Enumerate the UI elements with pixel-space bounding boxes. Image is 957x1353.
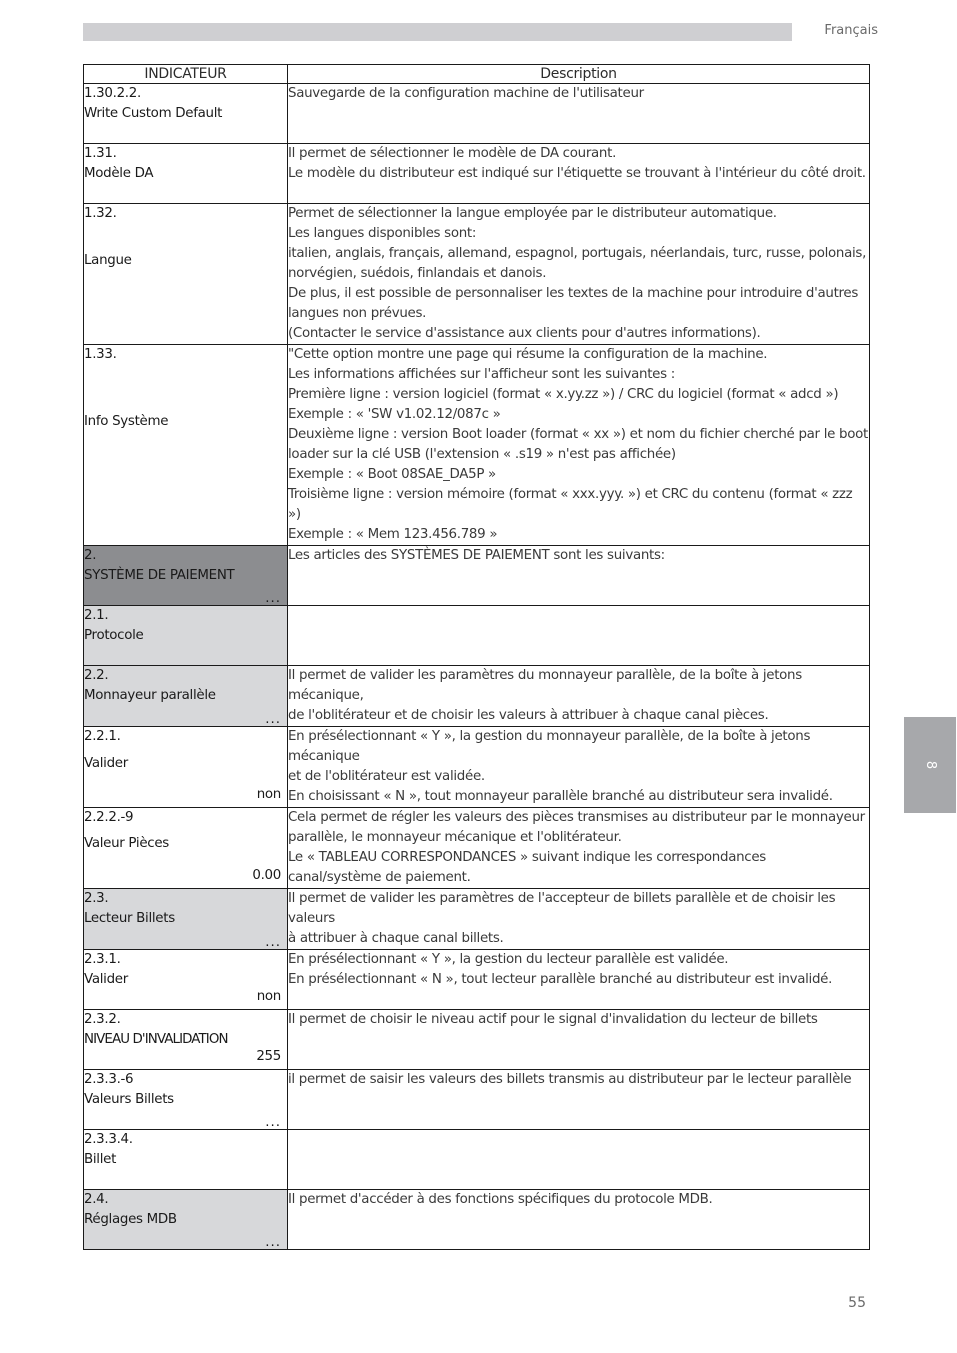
- indicator-cell: [84, 727, 288, 808]
- chapter-tab-label: 8: [923, 760, 938, 770]
- description-line: Deuxième ligne : version Boot loader (format « xx ») et nom du fichier cherché par le boot: [288, 427, 868, 442]
- table-row: [84, 1070, 870, 1130]
- description-line: à attribuer à chaque canal billets.: [288, 931, 504, 946]
- description-cell: [288, 889, 870, 950]
- table-row: [84, 345, 870, 546]
- description-line: En présélectionnant « Y », la gestion du lecteur parallèle est validée.: [288, 952, 729, 967]
- description-cell: [288, 727, 870, 808]
- description-line: Il permet de choisir le niveau actif pour le signal d'invalidation du lecteur de billets: [288, 1012, 818, 1027]
- description-line: Sauvegarde de la configuration machine de l'utilisateur: [288, 86, 644, 101]
- submenu-ellipsis: ...: [265, 1235, 281, 1250]
- indicator-id: 2.1.: [84, 608, 109, 623]
- indicator-cell: [84, 950, 288, 1010]
- indicator-id: 1.31.: [84, 146, 117, 161]
- indicator-cell: [84, 808, 288, 889]
- description-cell: [288, 1190, 870, 1250]
- indicator-cell: [84, 546, 288, 606]
- description-cell: [288, 546, 870, 606]
- table-row: [84, 1130, 870, 1190]
- indicator-id: 2.3.: [84, 891, 109, 906]
- indicator-id: 2.3.3.4.: [84, 1132, 133, 1147]
- indicator-cell: [84, 204, 288, 345]
- submenu-ellipsis: ...: [265, 712, 281, 727]
- description-cell: [288, 1070, 870, 1130]
- description-line: En choisissant « N », tout monnayeur parallèle branché au distributeur sera invalidé.: [288, 789, 833, 804]
- indicator-column-header: INDICATEUR: [84, 65, 288, 84]
- description-line: et de l'oblitérateur est validée.: [288, 769, 485, 784]
- indicator-cell: [84, 1190, 288, 1250]
- indicator-cell: [84, 345, 288, 546]
- indicator-value: 255: [256, 1049, 281, 1064]
- indicator-name: Billet: [84, 1152, 117, 1167]
- description-line: canal/système de paiement.: [288, 870, 471, 885]
- table-row: [84, 84, 870, 144]
- description-cell: [288, 1130, 870, 1190]
- indicator-id: 1.32.: [84, 206, 117, 221]
- submenu-ellipsis: ...: [265, 1115, 281, 1130]
- table-row: [84, 889, 870, 950]
- description-line: (Contacter le service d'assistance aux clients pour d'autres informations).: [288, 326, 761, 341]
- indicator-id: 2.: [84, 548, 97, 563]
- description-line: italien, anglais, français, allemand, espagnol, portugais, néerlandais, turc, russe, polonais,: [288, 246, 867, 261]
- indicator-id: 1.33.: [84, 347, 117, 362]
- description-line: "Cette option montre une page qui résume la configuration de la machine.: [288, 347, 768, 362]
- description-line: Exemple : « Mem 123.456.789 »: [288, 527, 498, 542]
- indicator-name: Valeurs Billets: [84, 1092, 174, 1107]
- description-line: loader sur la clé USB (l'extension « .s19 » n'est pas affichée): [288, 447, 676, 462]
- description-line: Les informations affichées sur l'afficheur sont les suivantes :: [288, 367, 675, 382]
- chapter-tab: [904, 717, 956, 813]
- description-line: Il permet de valider les paramètres de l'accepteur de billets parallèle et de choisir les valeurs: [288, 891, 836, 926]
- description-cell: [288, 808, 870, 889]
- description-line: En présélectionnant « Y », la gestion du monnayeur parallèle, de la boîte à jetons mécanique: [288, 729, 811, 764]
- indicator-cell: [84, 606, 288, 666]
- indicator-value: non: [256, 989, 281, 1004]
- description-line: Exemple : « Boot 08SAE_DA5P »: [288, 467, 496, 482]
- indicator-cell: [84, 666, 288, 727]
- header-bar: [83, 23, 792, 41]
- indicator-name: SYSTÈME DE PAIEMENT: [84, 568, 235, 583]
- indicator-name: Protocole: [84, 628, 144, 643]
- description-line: Les langues disponibles sont:: [288, 226, 477, 241]
- indicator-name: Valider: [84, 756, 128, 771]
- description-cell: [288, 84, 870, 144]
- indicator-name: Langue: [84, 253, 132, 268]
- description-line: norvégien, suédois, finlandais et danois.: [288, 266, 547, 281]
- submenu-ellipsis: ...: [265, 591, 281, 606]
- table-row: [84, 808, 870, 889]
- indicator-value: non: [256, 787, 281, 802]
- description-line: Les articles des SYSTÈMES DE PAIEMENT sont les suivants:: [288, 548, 665, 563]
- indicator-cell: [84, 84, 288, 144]
- description-cell: [288, 666, 870, 727]
- indicator-cell: [84, 1010, 288, 1070]
- description-line: Le modèle du distributeur est indiqué sur l'étiquette se trouvant à l'intérieur du côté droit.: [288, 166, 866, 181]
- table-row: [84, 606, 870, 666]
- table-row: [84, 1190, 870, 1250]
- indicator-id: 2.2.2.-9: [84, 810, 134, 825]
- indicator-id: 2.2.: [84, 668, 109, 683]
- indicator-cell: [84, 144, 288, 204]
- description-line: Première ligne : version logiciel (format « x.yy.zz ») / CRC du logiciel (format « adcd »): [288, 387, 839, 402]
- description-cell: [288, 144, 870, 204]
- description-line: parallèle, le monnayeur mécanique et l'oblitérateur.: [288, 830, 622, 845]
- description-line: il permet de saisir les valeurs des billets transmis au distributeur par le lecteur parallèle: [288, 1072, 852, 1087]
- description-line: Exemple : « 'SW v1.02.12/087c »: [288, 407, 501, 422]
- indicator-id: 2.3.3.-6: [84, 1072, 134, 1087]
- submenu-ellipsis: ...: [265, 935, 281, 950]
- indicator-value: 0.00: [252, 868, 281, 883]
- indicator-name: Monnayeur parallèle: [84, 688, 216, 703]
- description-cell: [288, 950, 870, 1010]
- table-row: [84, 950, 870, 1010]
- description-line: Il permet de valider les paramètres du monnayeur parallèle, de la boîte à jetons mécanique,: [288, 668, 802, 703]
- indicator-name: Info Système: [84, 414, 169, 429]
- indicator-name: Write Custom Default: [84, 106, 223, 121]
- indicator-cell: [84, 889, 288, 950]
- table-row: [84, 204, 870, 345]
- indicator-cell: [84, 1130, 288, 1190]
- description-line: En présélectionnant « N », tout lecteur parallèle branché au distributeur est invalidé.: [288, 972, 833, 987]
- indicator-id: 2.4.: [84, 1192, 109, 1207]
- description-cell: [288, 204, 870, 345]
- indicator-id: 2.3.1.: [84, 952, 121, 967]
- indicator-name: Modèle DA: [84, 166, 154, 181]
- indicator-name: Réglages MDB: [84, 1212, 177, 1227]
- description-line: Il permet d'accéder à des fonctions spécifiques du protocole MDB.: [288, 1192, 713, 1207]
- language-label: Français: [824, 23, 878, 38]
- description-line: Le « TABLEAU CORRESPONDANCES » suivant indique les correspondances: [288, 850, 766, 865]
- indicator-name: NIVEAU D'INVALIDATION: [84, 1032, 228, 1047]
- description-column-header: Description: [288, 65, 870, 84]
- page-number: 55: [848, 1295, 866, 1311]
- description-cell: [288, 606, 870, 666]
- table-row: [84, 1010, 870, 1070]
- description-cell: [288, 345, 870, 546]
- table-row: [84, 144, 870, 204]
- description-line: Il permet de sélectionner le modèle de DA courant.: [288, 146, 617, 161]
- description-line: Troisième ligne : version mémoire (format « xxx.yyy. ») et CRC du contenu (format « zzz »): [288, 487, 853, 522]
- description-line: de l'oblitérateur et de choisir les valeurs à attribuer à chaque canal pièces.: [288, 708, 769, 723]
- table-row: [84, 546, 870, 606]
- indicator-id: 1.30.2.2.: [84, 86, 141, 101]
- table-row: [84, 727, 870, 808]
- description-line: Permet de sélectionner la langue employée par le distributeur automatique.: [288, 206, 777, 221]
- indicator-id: 2.2.1.: [84, 729, 121, 744]
- indicator-cell: [84, 1070, 288, 1130]
- description-cell: [288, 1010, 870, 1070]
- table-row: [84, 666, 870, 727]
- parameter-table: [83, 64, 870, 1250]
- indicator-name: Valeur Pièces: [84, 836, 169, 851]
- indicator-name: Lecteur Billets: [84, 911, 175, 926]
- description-line: De plus, il est possible de personnaliser les textes de la machine pour introduire d'autres: [288, 286, 859, 301]
- indicator-id: 2.3.2.: [84, 1012, 121, 1027]
- description-line: langues non prévues.: [288, 306, 427, 321]
- description-line: Cela permet de régler les valeurs des pièces transmises au distributeur par le monnayeur: [288, 810, 865, 825]
- indicator-name: Valider: [84, 972, 128, 987]
